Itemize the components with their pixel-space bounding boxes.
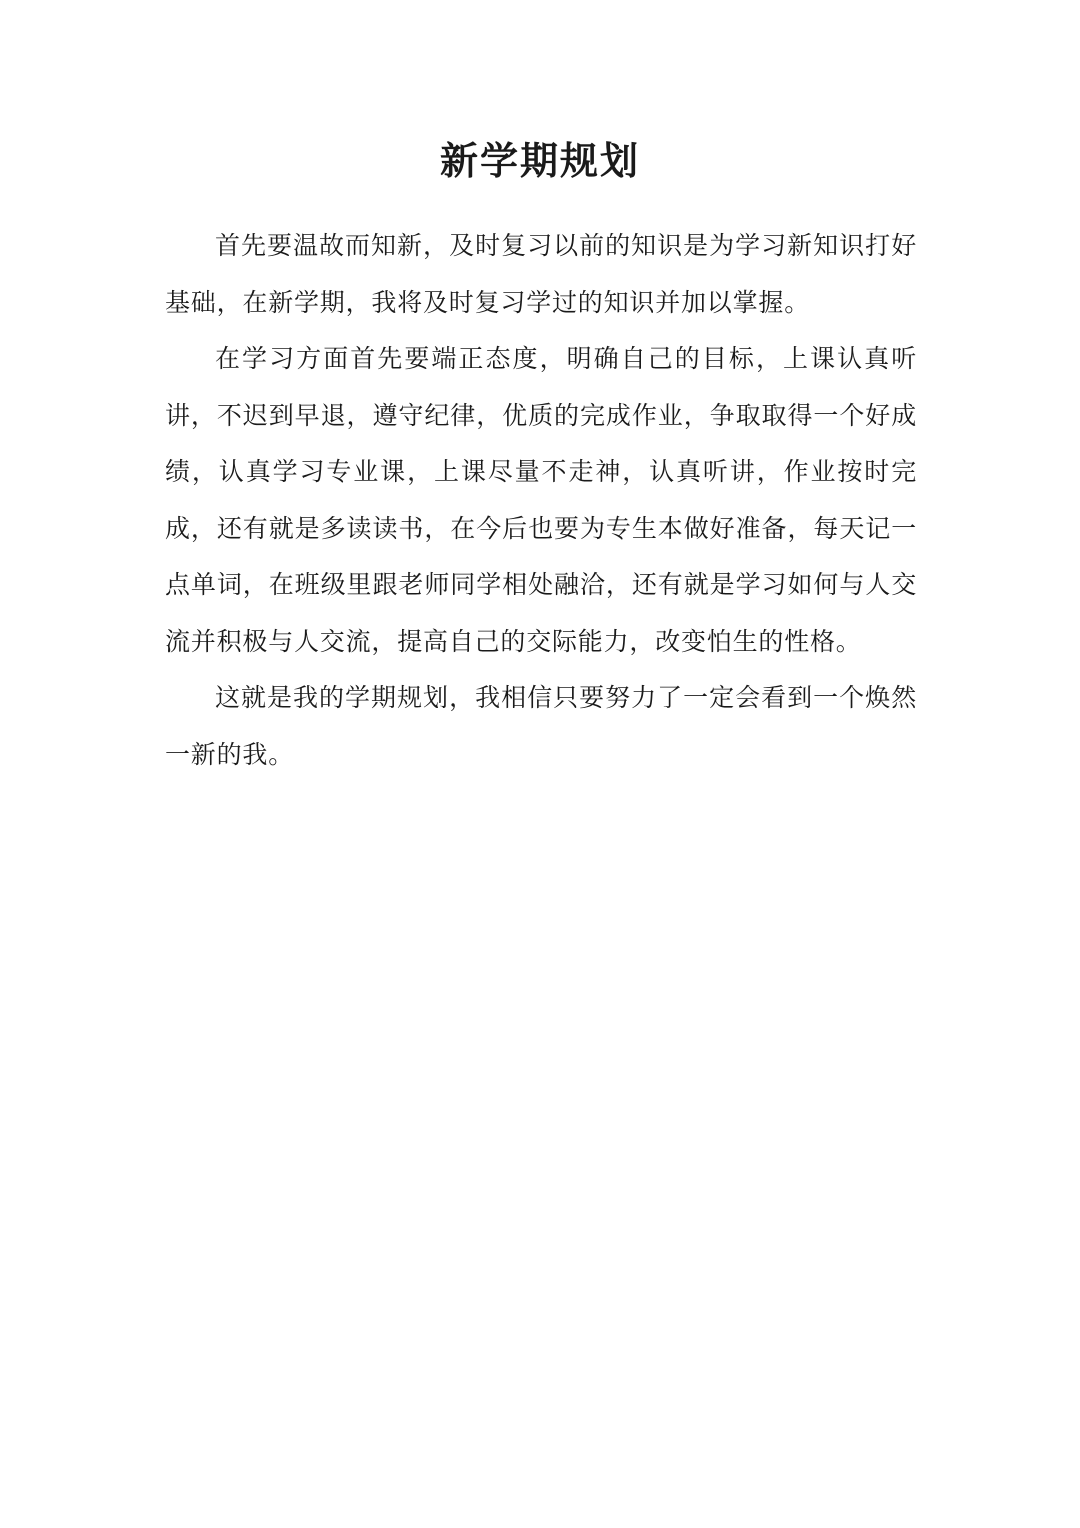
paragraph-2: 在学习方面首先要端正态度，明确自己的目标，上课认真听讲，不迟到早退，遵守纪律，优质的完成作业，争取取得一个好成绩，认真学习专业课，上课尽量不走神，认真听讲，作业按时完成，还有就是多读读书，在今后也要为专生本做好准备，每天记一点单词，在班级里跟老师同学相处融洽，还有就是学习如何与人交流并积极与人交流，提高自己的交际能力，改变怕生的性格。 xyxy=(165,344,917,656)
paragraph-3: 这就是我的学期规划，我相信只要努力了一定会看到一个焕然一新的我。 xyxy=(165,683,917,769)
paragraph-1: 首先要温故而知新，及时复习以前的知识是为学习新知识打好基础，在新学期，我将及时复习学过的知识并加以掌握。 xyxy=(165,231,917,317)
document-title: 新学期规划 xyxy=(439,138,640,183)
document-body xyxy=(165,218,917,783)
